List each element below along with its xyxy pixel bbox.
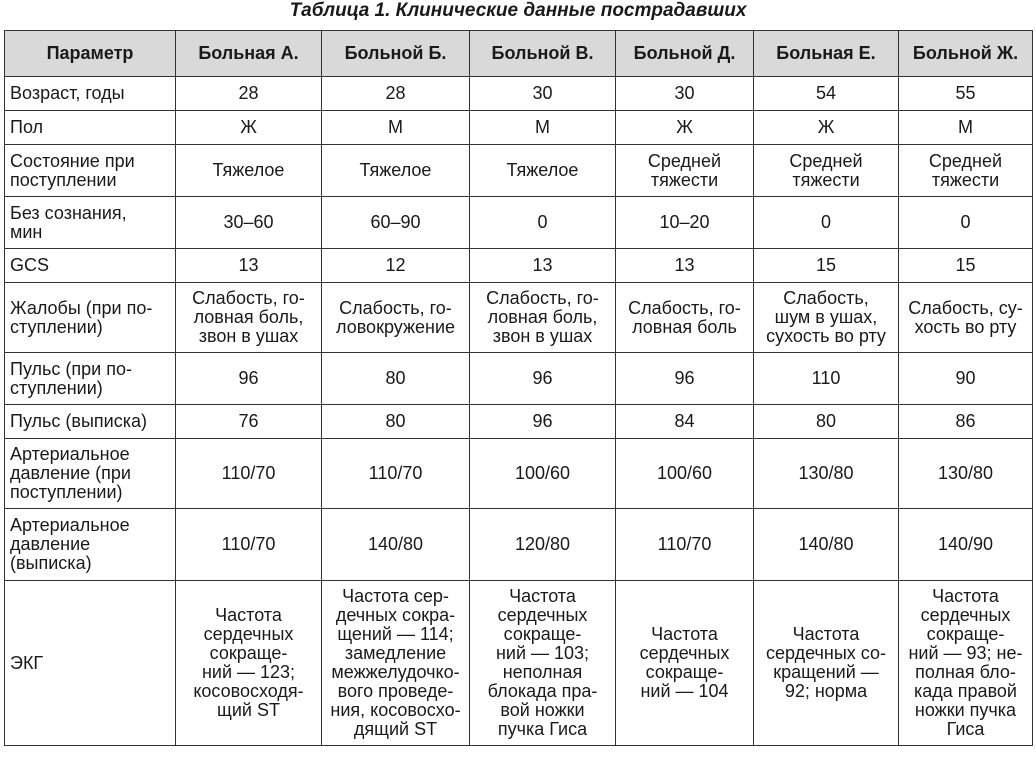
- table-cell: 84: [616, 405, 754, 439]
- table-cell: Частота сердечных сокраще- ний — 93; не- полная бло- када правой ножки пучка Гиса: [899, 581, 1033, 746]
- table-cell: Слабость, го- ловная боль: [616, 283, 754, 353]
- row-label: Пульс (при по- ступлении): [5, 353, 176, 405]
- row-label: ЭКГ: [5, 581, 176, 746]
- table-cell: 120/80: [470, 509, 616, 581]
- column-header-patient-e: Больная Е.: [754, 31, 899, 77]
- table-cell: Ж: [176, 111, 322, 145]
- table-row: [5, 439, 1033, 509]
- column-header-patient-d: Больной Д.: [616, 31, 754, 77]
- table-cell: 0: [754, 197, 899, 249]
- row-label: Без сознания, мин: [5, 197, 176, 249]
- table-cell: 12: [322, 249, 470, 283]
- table-cell: 30: [616, 77, 754, 111]
- table-cell: Частота сер- дечных сокра- щений — 114; замедление межжелудочко- вого проведе- ния, косовосхо- дящий ST: [322, 581, 470, 746]
- row-label: Артериальное давление (при поступлении): [5, 439, 176, 509]
- table-cell: Средней тяжести: [616, 145, 754, 197]
- table-cell: 30: [470, 77, 616, 111]
- row-label: Жалобы (при по- ступлении): [5, 283, 176, 353]
- table-cell: 13: [616, 249, 754, 283]
- table-cell: 110/70: [176, 439, 322, 509]
- table-cell: 130/80: [899, 439, 1033, 509]
- table-cell: Слабость, су- хость во рту: [899, 283, 1033, 353]
- table-cell: 28: [176, 77, 322, 111]
- table-row: [5, 77, 1033, 111]
- table-cell: 54: [754, 77, 899, 111]
- table-cell: Слабость, го- ловная боль, звон в ушах: [176, 283, 322, 353]
- table-cell: 110/70: [322, 439, 470, 509]
- table-cell: Средней тяжести: [754, 145, 899, 197]
- table-cell: 140/80: [322, 509, 470, 581]
- table-cell: 13: [470, 249, 616, 283]
- table-cell: 96: [470, 353, 616, 405]
- table-cell: Тяжелое: [176, 145, 322, 197]
- table-cell: 10–20: [616, 197, 754, 249]
- table-row: [5, 111, 1033, 145]
- table-cell: Слабость, го- ловокружение: [322, 283, 470, 353]
- table-cell: 15: [899, 249, 1033, 283]
- table-cell: Частота сердечных со- кращений — 92; норма: [754, 581, 899, 746]
- table-row: [5, 581, 1033, 746]
- table-cell: 28: [322, 77, 470, 111]
- table-cell: 80: [322, 353, 470, 405]
- row-label: GCS: [5, 249, 176, 283]
- table-row: [5, 145, 1033, 197]
- table-cell: Ж: [754, 111, 899, 145]
- row-label: Пульс (выписка): [5, 405, 176, 439]
- table-cell: 90: [899, 353, 1033, 405]
- table-cell: 76: [176, 405, 322, 439]
- clinical-data-table: [4, 30, 1033, 746]
- column-header-patient-b: Больной Б.: [322, 31, 470, 77]
- table-row: [5, 197, 1033, 249]
- table-cell: 130/80: [754, 439, 899, 509]
- table-cell: 96: [616, 353, 754, 405]
- table-cell: 55: [899, 77, 1033, 111]
- row-label: Возраст, годы: [5, 77, 176, 111]
- table-cell: 0: [470, 197, 616, 249]
- table-cell: Тяжелое: [322, 145, 470, 197]
- table-cell: Частота сердечных сокраще- ний — 104: [616, 581, 754, 746]
- table-cell: 140/90: [899, 509, 1033, 581]
- table-cell: 110/70: [176, 509, 322, 581]
- column-header-parameter: Параметр: [5, 31, 176, 77]
- table-row: [5, 353, 1033, 405]
- table-cell: 30–60: [176, 197, 322, 249]
- table-cell: 110: [754, 353, 899, 405]
- table-cell: 100/60: [616, 439, 754, 509]
- column-header-patient-zh: Больной Ж.: [899, 31, 1033, 77]
- table-cell: М: [899, 111, 1033, 145]
- table-cell: Ж: [616, 111, 754, 145]
- table-cell: Частота сердечных сокраще- ний — 123; косовосходя- щий ST: [176, 581, 322, 746]
- column-header-patient-v: Больной В.: [470, 31, 616, 77]
- table-row: [5, 509, 1033, 581]
- table-cell: Слабость, шум в ушах, сухость во рту: [754, 283, 899, 353]
- table-cell: 100/60: [470, 439, 616, 509]
- row-label: Состояние при поступлении: [5, 145, 176, 197]
- table-cell: Слабость, го- ловная боль, звон в ушах: [470, 283, 616, 353]
- table-cell: 60–90: [322, 197, 470, 249]
- table-cell: 96: [470, 405, 616, 439]
- table-cell: 80: [754, 405, 899, 439]
- table-cell: 86: [899, 405, 1033, 439]
- table-cell: 140/80: [754, 509, 899, 581]
- column-header-patient-a: Больная А.: [176, 31, 322, 77]
- table-cell: Частота сердечных сокраще- ний — 103; неполная блокада пра- вой ножки пучка Гиса: [470, 581, 616, 746]
- table-cell: Тяжелое: [470, 145, 616, 197]
- table-cell: Средней тяжести: [899, 145, 1033, 197]
- table-row: [5, 405, 1033, 439]
- table-cell: 0: [899, 197, 1033, 249]
- table-cell: 80: [322, 405, 470, 439]
- table-cell: М: [470, 111, 616, 145]
- table-cell: 13: [176, 249, 322, 283]
- header-row: [5, 31, 1033, 77]
- table-cell: 96: [176, 353, 322, 405]
- table-cell: 15: [754, 249, 899, 283]
- table-cell: М: [322, 111, 470, 145]
- table-row: [5, 283, 1033, 353]
- table-caption: Таблица 1. Клинические данные пострадавших: [289, 0, 747, 21]
- table-row: [5, 249, 1033, 283]
- row-label: Пол: [5, 111, 176, 145]
- table-cell: 110/70: [616, 509, 754, 581]
- row-label: Артериальное давление (выписка): [5, 509, 176, 581]
